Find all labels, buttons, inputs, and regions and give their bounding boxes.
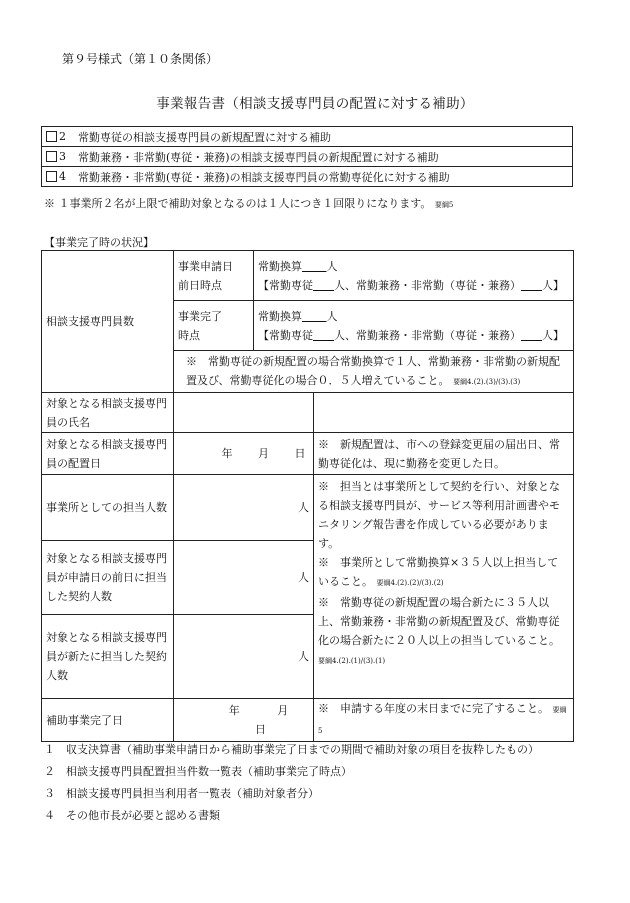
target-name-input[interactable] xyxy=(174,393,314,433)
completion-time-label: 事業完了 時点 xyxy=(174,301,254,351)
staff-note: ※ 常勤専従の新規配置の場合常勤換算で１人、常勤兼務・非常勤の新規配置及び、常勤専従化の場合０．５人増えていること。 要綱4.(2).(3)/(3).(3) xyxy=(174,351,574,393)
name-note-cell xyxy=(314,393,574,433)
form-number: 第９号様式（第１０条関係） xyxy=(62,52,219,66)
checkbox-option-2[interactable] xyxy=(46,131,57,142)
app-date-staff-input[interactable]: 常勤換算 人 【常勤専従 人、常勤兼務・非常勤（専従・兼務） 人】 xyxy=(254,251,574,301)
option-row: 2 常勤専従の相談支援専門員の新規配置に対する補助 xyxy=(42,127,573,147)
prior-contracts-input[interactable]: 人 xyxy=(174,541,314,615)
option-label: 常勤兼務・非常勤(専従・兼務)の相談支援専門員の新規配置に対する補助 xyxy=(78,150,439,164)
completion-staff-input[interactable]: 常勤換算 人 【常勤専従 人、常勤兼務・非常勤（専従・兼務） 人】 xyxy=(254,301,574,351)
section-title: 【事業完了時の状況】 xyxy=(44,236,154,249)
completion-date-label: 補助事業完了日 xyxy=(42,699,174,742)
prior-contracts-label: 対象となる相談支援専門員が申請日の前日に担当した契約人数 xyxy=(42,541,174,615)
target-name-label: 対象となる相談支援専門員の氏名 xyxy=(42,393,174,433)
subsidy-options xyxy=(41,126,573,187)
completion-date-input[interactable]: 年 月 日 xyxy=(174,699,314,742)
status-table xyxy=(41,250,574,742)
office-count-label: 事業所としての担当人数 xyxy=(42,475,174,541)
attachment-item: ２ 相談支援専門員配置担当件数一覧表（補助事業完了時点） xyxy=(44,765,352,778)
attachment-item: ４ その他市長が必要と認める書類 xyxy=(44,809,220,822)
attachment-item: １ 収支決算書（補助事業申請日から補助事業完了日までの期間で補助対象の項目を抜粋したもの） xyxy=(44,743,539,756)
placement-note: ※ 新規配置は、市への登録変更届の届出日、常勤専従化は、現に勤務を変更した日。 xyxy=(314,433,574,475)
new-contracts-label: 対象となる相談支援専門員が新たに担当した契約人数 xyxy=(42,615,174,699)
completion-note: ※ 申請する年度の末日までに完了すること。 要綱5 xyxy=(314,699,574,742)
checkbox-option-4[interactable] xyxy=(46,171,57,182)
attachment-item: ３ 相談支援専門員担当利用者一覧表（補助対象者分） xyxy=(44,787,319,800)
limit-note: ※ １事業所２名が上限で補助対象となるのは１人につき１回限りになります。 要綱5 xyxy=(44,197,454,210)
office-count-input[interactable]: 人 xyxy=(174,475,314,541)
placement-date-label: 対象となる相談支援専門員の配置日 xyxy=(42,433,174,475)
placement-date-input[interactable]: 年 月 日 xyxy=(174,433,314,475)
option-label: 常勤専従の相談支援専門員の新規配置に対する補助 xyxy=(78,130,331,144)
new-contracts-input[interactable]: 人 xyxy=(174,615,314,699)
assignment-notes: ※ 担当とは事業所として契約を行い、対象となる相談支援専門員が、サービス等利用計画書やモニタリング報告書を作成している必要があります。 ※ 事業所として常勤換算×３５人以上担当していること。 要綱4.(2).(2)/(3).(2) ※ 常勤専従の新規配置の場合新たに３５人以上、常勤兼務・非常勤の新規配置及び、常勤専従化の場合新たに２０人以上の担当していること。 要綱4.(2).(1)/(3).(1) xyxy=(314,475,574,699)
checkbox-option-3[interactable] xyxy=(46,151,57,162)
option-label: 常勤兼務・非常勤(専従・兼務)の相談支援専門員の常勤専従化に対する補助 xyxy=(78,170,450,184)
app-date-label: 事業申請日 前日時点 xyxy=(174,251,254,301)
option-row: 4 常勤兼務・非常勤(専従・兼務)の相談支援専門員の常勤専従化に対する補助 xyxy=(42,167,573,187)
page-title: 事業報告書（相談支援専門員の配置に対する補助） xyxy=(156,96,474,112)
staff-count-label: 相談支援専門員数 xyxy=(42,251,174,393)
option-row: 3 常勤兼務・非常勤(専従・兼務)の相談支援専門員の新規配置に対する補助 xyxy=(42,147,573,167)
